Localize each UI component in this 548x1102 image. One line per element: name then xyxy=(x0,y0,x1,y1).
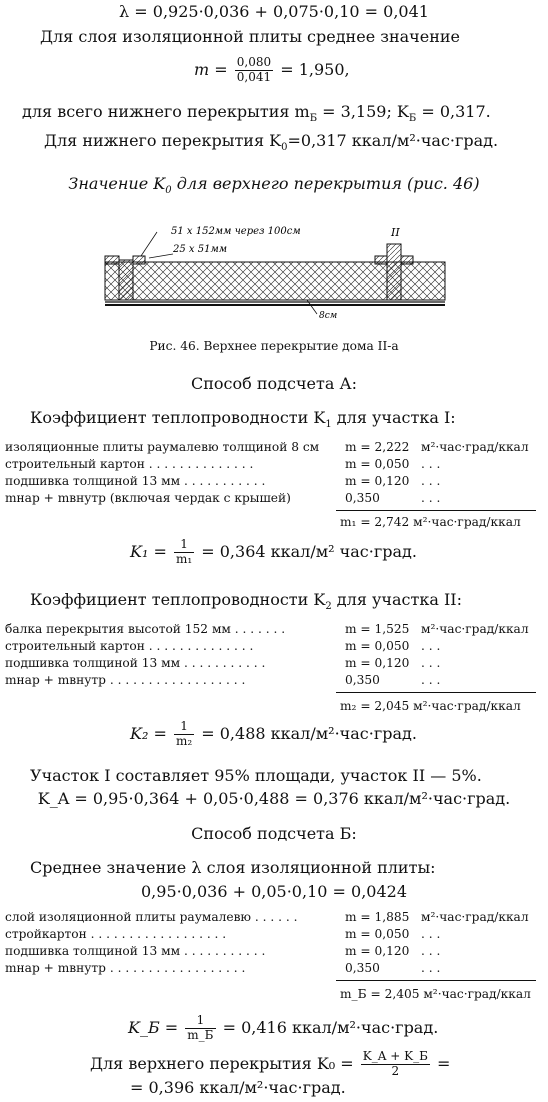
m-rhs: = 1,950, xyxy=(280,59,350,79)
final-fraction xyxy=(361,1050,430,1079)
row-unit: м²·час·град/ккал xyxy=(421,622,529,636)
method-b-avg-text: Среднее значение λ слоя изоляционной плиты: xyxy=(30,858,436,877)
kb-value: = 0,317. xyxy=(416,102,491,121)
insulation-avg-text: Для слоя изоляционной плиты среднее значение xyxy=(40,27,461,46)
m-lhs: m = xyxy=(194,59,228,79)
upper-heading-pre: Значение K xyxy=(68,174,166,193)
kb-numerator: 1 xyxy=(185,1014,215,1029)
beam-left xyxy=(119,260,133,300)
final-value: = 0,396 ккал/м²·час·град. xyxy=(130,1078,346,1097)
k2-fraction xyxy=(174,720,194,749)
lower-total-sub: Б xyxy=(309,113,318,125)
row-m: m = 0,120 xyxy=(345,656,410,670)
figure-label-mid: 25 x 51мм xyxy=(173,244,228,255)
k1-heading-post: для участка I: xyxy=(331,408,456,427)
m2-total: m₂ = 2,045 м²·час·град/ккал xyxy=(340,699,521,713)
strip-left-a xyxy=(133,256,145,264)
k1-row-3 xyxy=(5,491,537,506)
lower-total-value: = 3,159; K xyxy=(317,102,409,121)
row-unit: . . . xyxy=(421,961,441,975)
m-formula xyxy=(194,56,350,85)
kb-sub: Б xyxy=(408,113,417,125)
kb-lhs: K_Б = xyxy=(128,1017,179,1037)
row-unit: . . . xyxy=(421,944,441,958)
b-row-0 xyxy=(5,910,537,925)
k2-numerator: 1 xyxy=(174,720,194,735)
upper-heading xyxy=(0,176,548,196)
final-formula xyxy=(90,1050,450,1079)
k1-heading-pre: Коэффициент теплопроводности K xyxy=(30,408,326,427)
row-label: подшивка толщиной 13 мм . . . . . . . . . . . xyxy=(5,474,266,488)
row-m: m = 0,050 xyxy=(345,927,410,941)
k1-denominator: m₁ xyxy=(175,551,193,566)
row-m: m = 0,050 xyxy=(345,639,410,653)
row-m: 0,350 xyxy=(345,491,380,505)
k2-rhs: = 0,488 ккал/м²·час·град. xyxy=(201,723,417,743)
figure-label-bottom: 8см xyxy=(319,311,338,320)
k2-row-0 xyxy=(5,622,537,637)
row-label: балка перекрытия высотой 152 мм . . . . . . . xyxy=(5,622,286,636)
k1-heading xyxy=(30,410,456,430)
row-label: изоляционные плиты раумалевю толщиной 8 см xyxy=(5,440,320,454)
mb-total: m_Б = 2,405 м²·час·град/ккал xyxy=(340,987,531,1001)
lower-k0-value: =0,317 ккал/м²·час·град. xyxy=(287,131,499,150)
method-b-avg-formula: 0,95·0,036 + 0,05·0,10 = 0,0424 xyxy=(141,882,407,901)
row-unit: . . . xyxy=(421,656,441,670)
k1-numerator: 1 xyxy=(174,538,194,553)
kb-fraction xyxy=(185,1014,215,1043)
upper-heading-post: для верхнего перекрытия (рис. 46) xyxy=(171,174,480,193)
k1-heading-sub: 1 xyxy=(325,419,332,431)
row-unit: м²·час·град/ккал xyxy=(421,910,529,924)
row-m: m = 0,120 xyxy=(345,474,410,488)
row-unit: . . . xyxy=(421,927,441,941)
row-unit: . . . xyxy=(421,639,441,653)
b-row-2 xyxy=(5,944,537,959)
row-unit: . . . xyxy=(421,457,441,471)
kb-rhs: = 0,416 ккал/м²·час·град. xyxy=(222,1017,439,1037)
k2-denominator: m₂ xyxy=(175,733,193,748)
k2-lhs: K₂ = xyxy=(130,723,167,743)
row-label: строительный картон . . . . . . . . . . . . . . xyxy=(5,639,254,653)
method-a-heading: Способ подсчета А: xyxy=(191,374,357,393)
b-row-1 xyxy=(5,927,537,942)
k1-sum-rule xyxy=(336,510,536,511)
final-numerator: K_A + K_Б xyxy=(362,1049,428,1063)
row-label: подшивка толщиной 13 мм . . . . . . . . . . . xyxy=(5,656,266,670)
k2-row-3 xyxy=(5,673,537,688)
row-label: подшивка толщиной 13 мм . . . . . . . . . . . xyxy=(5,944,266,958)
row-label: слой изоляционной плиты раумалевю . . . . . . xyxy=(5,910,298,924)
row-m: m = 1,525 xyxy=(345,622,410,636)
ceiling-section-figure xyxy=(95,220,455,320)
mb-sum-rule xyxy=(336,980,536,981)
m-fraction xyxy=(235,56,273,85)
k1-lhs: K₁ = xyxy=(130,541,167,561)
beam-right xyxy=(387,244,401,300)
row-label: mнар + mвнутр (включая чердак с крышей) xyxy=(5,491,291,505)
m-numerator: 0,080 xyxy=(236,55,272,69)
upper-heading-sub: 0 xyxy=(165,185,172,197)
kb-formula xyxy=(128,1014,438,1043)
k1-row-0 xyxy=(5,440,537,455)
lambda-formula: λ = 0,925·0,036 + 0,075·0,10 = 0,041 xyxy=(119,2,429,21)
ka-formula: K_A = 0,95·0,364 + 0,05·0,488 = 0,376 ккал/м²·час·град. xyxy=(37,789,511,808)
strip-left-b xyxy=(105,256,119,264)
figure-caption: Рис. 46. Верхнее перекрытие дома II-а xyxy=(149,339,399,353)
kb-denominator: m_Б xyxy=(187,1027,214,1042)
final-pre: Для верхнего перекрытия K₀ = xyxy=(90,1053,354,1073)
k1-formula xyxy=(130,538,417,567)
k1-fraction xyxy=(174,538,194,567)
row-m: m = 0,120 xyxy=(345,944,410,958)
lower-total-line xyxy=(22,104,491,124)
k2-row-1 xyxy=(5,639,537,654)
row-m: 0,350 xyxy=(345,673,380,687)
k2-heading xyxy=(30,592,462,612)
row-unit: . . . xyxy=(421,474,441,488)
lower-total-text: для всего нижнего перекрытия m xyxy=(22,102,310,121)
lower-k0-line xyxy=(44,133,498,153)
leader-top xyxy=(141,232,157,256)
lower-k0-sub: 0 xyxy=(281,142,288,154)
lower-k0-text: Для нижнего перекрытия K xyxy=(44,131,282,150)
method-b-heading: Способ подсчета Б: xyxy=(191,824,357,843)
final-post: = xyxy=(437,1053,451,1073)
k2-formula xyxy=(130,720,417,749)
k1-rhs: = 0,364 ккал/м² час·град. xyxy=(201,541,417,561)
row-label: стройкартон . . . . . . . . . . . . . . . . . . xyxy=(5,927,227,941)
b-row-3 xyxy=(5,961,537,976)
leader-mid xyxy=(149,254,173,258)
m-denominator: 0,041 xyxy=(236,69,272,84)
row-unit: м²·час·град/ккал xyxy=(421,440,529,454)
figure-label-top: 51 x 152мм через 100см xyxy=(171,226,301,237)
k2-heading-sub: 2 xyxy=(325,601,332,613)
row-label: mнар + mвнутр . . . . . . . . . . . . . . . . . . xyxy=(5,961,246,975)
row-m: 0,350 xyxy=(345,961,380,975)
strip-right-a xyxy=(401,256,413,264)
row-m: m = 2,222 xyxy=(345,440,410,454)
row-unit: . . . xyxy=(421,491,441,505)
share-text: Участок I составляет 95% площади, участок II — 5%. xyxy=(30,766,482,785)
k2-sum-rule xyxy=(336,692,536,693)
row-m: m = 0,050 xyxy=(345,457,410,471)
strip-right-b xyxy=(375,256,387,264)
k2-heading-pre: Коэффициент теплопроводности K xyxy=(30,590,326,609)
row-label: строительный картон . . . . . . . . . . . . . . xyxy=(5,457,254,471)
figure-label-roman: II xyxy=(391,226,400,239)
row-unit: . . . xyxy=(421,673,441,687)
final-denominator: 2 xyxy=(391,1063,400,1078)
k2-row-2 xyxy=(5,656,537,671)
k2-heading-post: для участка II: xyxy=(331,590,462,609)
m1-total: m₁ = 2,742 м²·час·град/ккал xyxy=(340,515,521,529)
row-label: mнар + mвнутр . . . . . . . . . . . . . . . . . . xyxy=(5,673,246,687)
k1-row-2 xyxy=(5,474,537,489)
row-m: m = 1,885 xyxy=(345,910,410,924)
k1-row-1 xyxy=(5,457,537,472)
